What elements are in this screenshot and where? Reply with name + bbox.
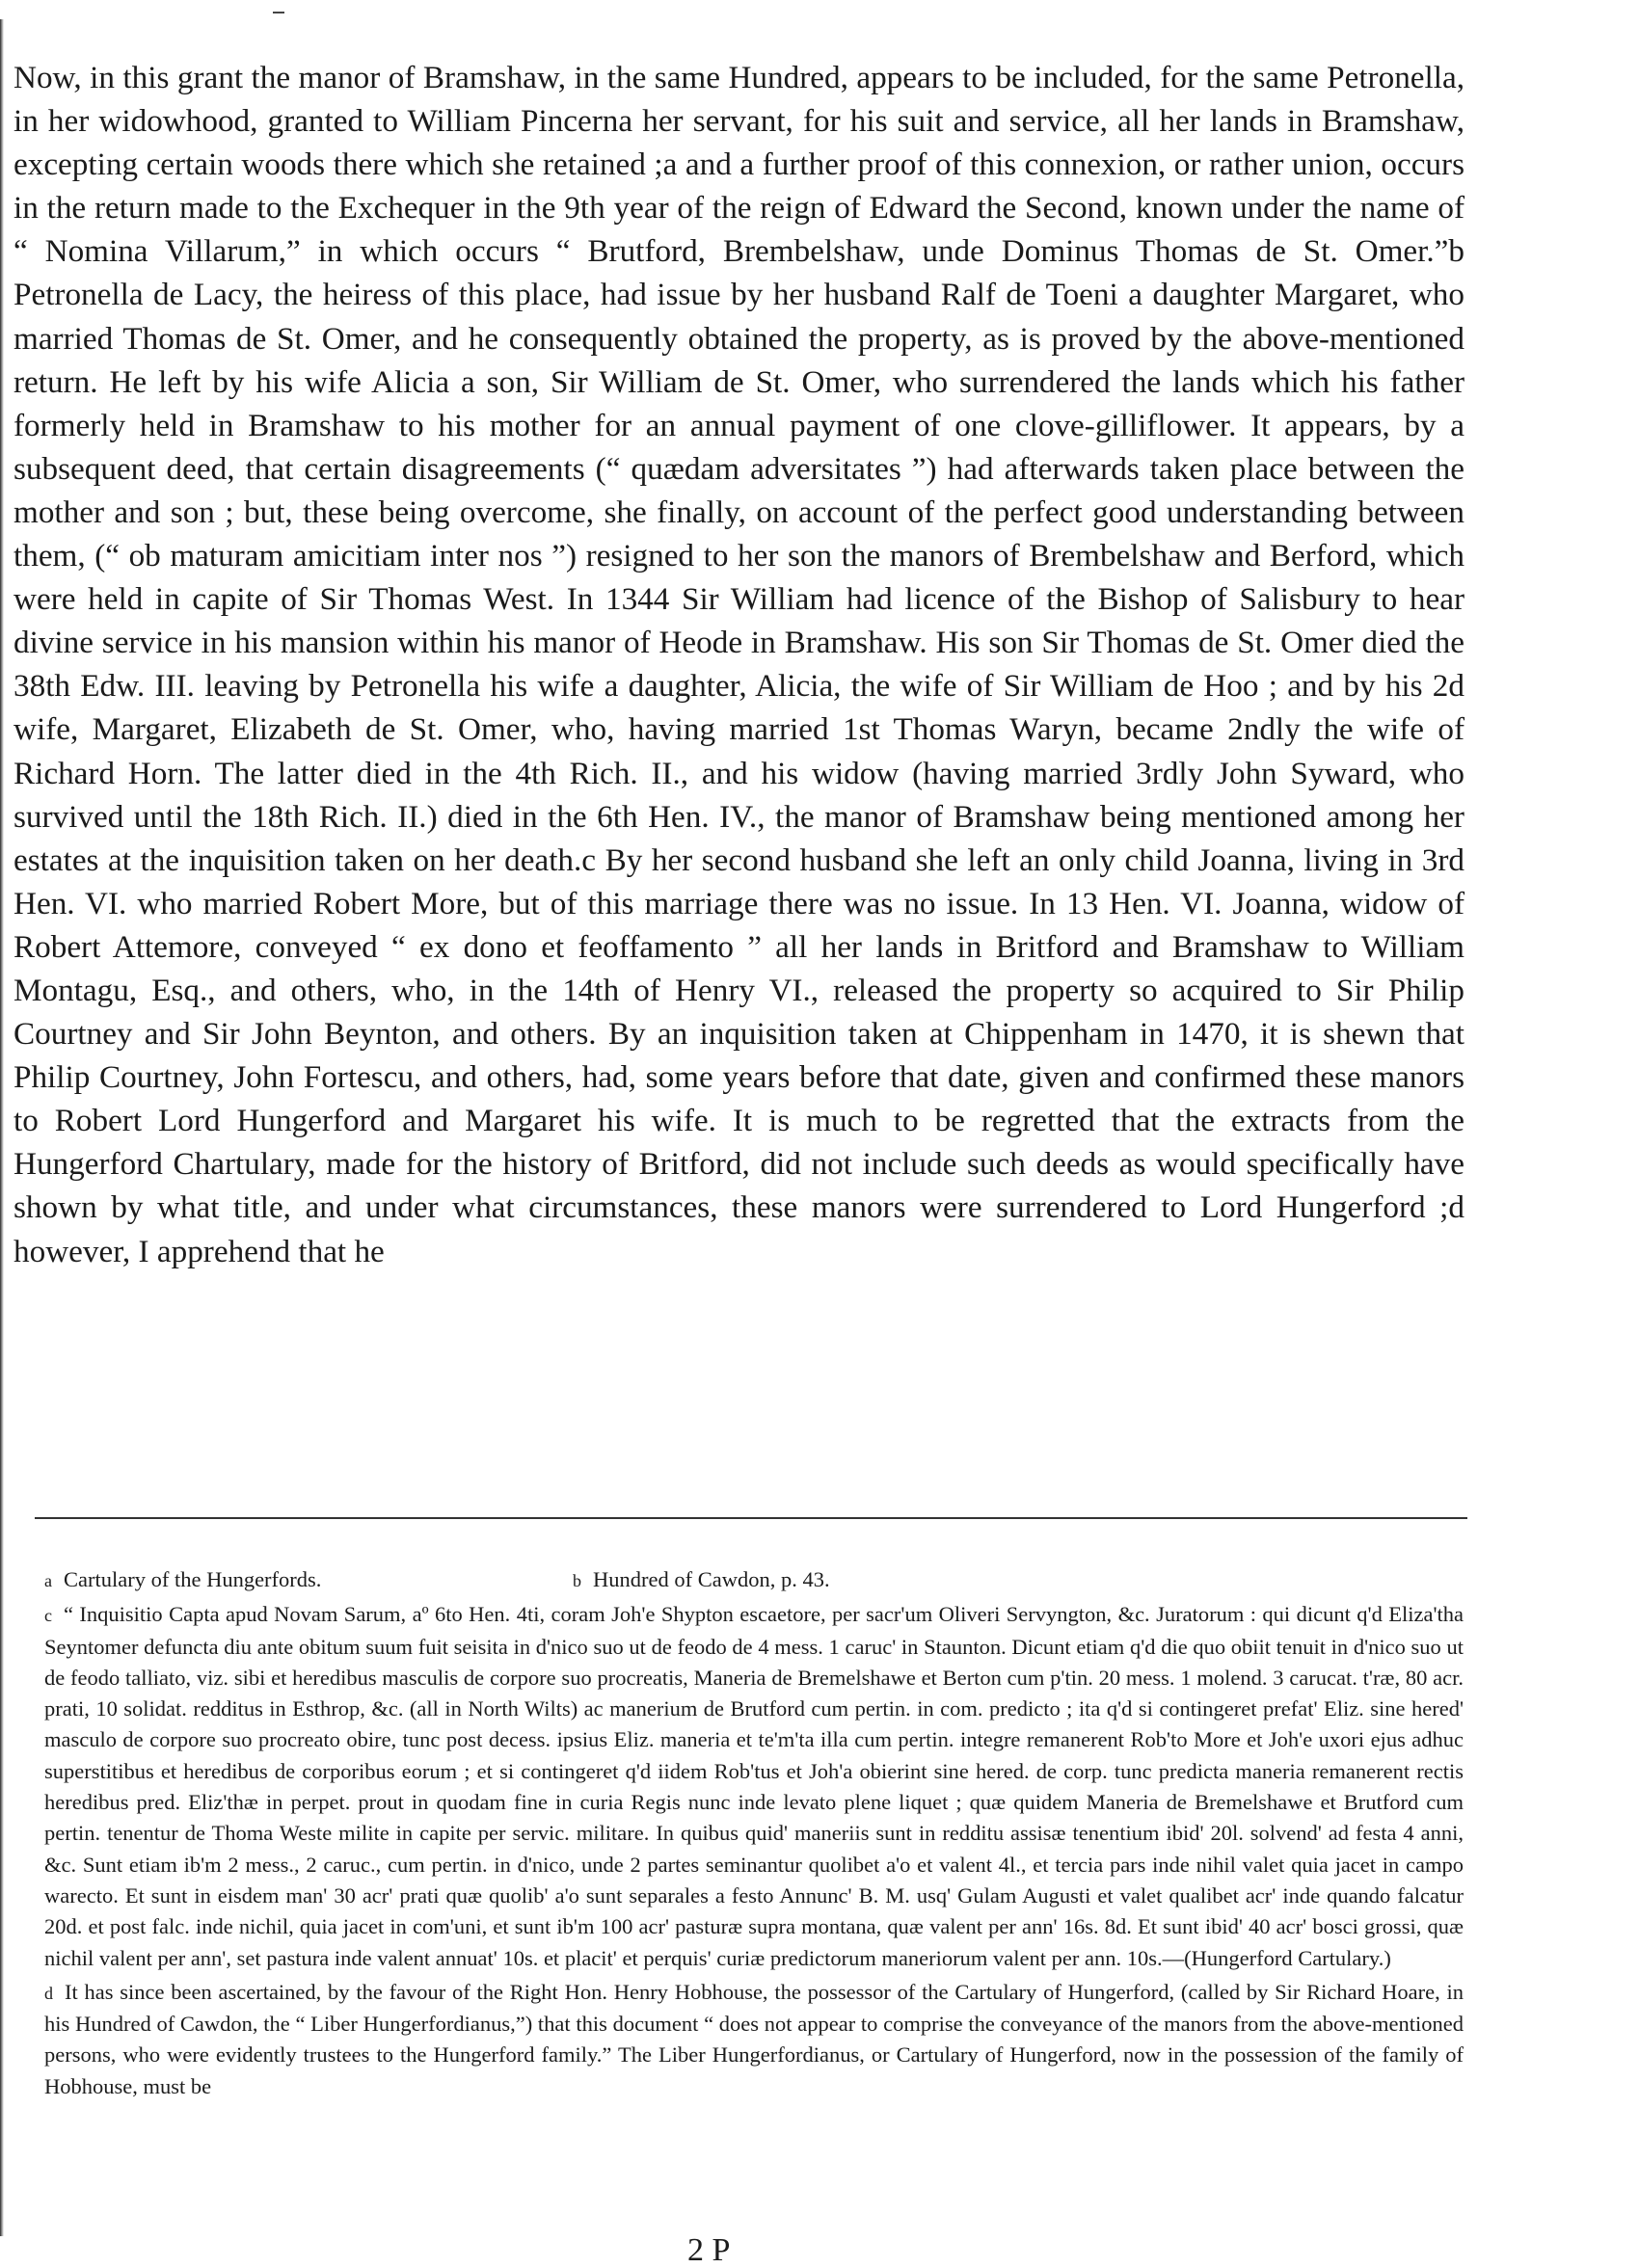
binding-edge-shadow [0, 19, 4, 2236]
footnote-c-mark: c [44, 1606, 52, 1626]
page-edge-mark [273, 0, 284, 13]
footnote-rule [35, 1517, 1467, 1519]
signature-mark: 2 P [687, 2232, 731, 2268]
footnotes-block [17, 1564, 1464, 2105]
footnote-d-mark: d [44, 1983, 53, 2003]
footnote-c [17, 1599, 1464, 1974]
footnote-a [44, 1564, 573, 1596]
footnote-a-text: Cartulary of the Hungerfords. [64, 1567, 322, 1591]
footnote-d-text: It has since been ascertained, by the favour of the Right Hon. Henry Hobhouse, the possessor of the Cartulary of Hungerford, (called by Sir Richard Hoare, in his Hundred of Cawdon, the “ Liber Hungerfordianus,”) that this document “ does not appear to comprise the conveyance of the manors from the above-mentioned persons, who were evidently trustees to the Hungerford family.” The Liber Hungerfordianus, or Cartulary of Hungerford, now in the possession of the family of Hobhouse, must be [44, 1979, 1464, 2098]
footnote-b-text: Hundred of Cawdon, p. 43. [593, 1567, 830, 1591]
footnote-row-a-b [17, 1564, 1464, 1596]
body-paragraph: Now, in this grant the manor of Bramshaw, in the same Hundred, appears to be included, for the same Petronella, in her widowhood, granted to William Pincerna her servant, for his suit and service, all her lands in Bramshaw, excepting certain woods there which she retained ;a and a further proof of this connexion, or rather union, occurs in the return made to the Exchequer in the 9th year of the reign of Edward the Second, known under the name of “ Nomina Villarum,” in which occurs “ Brutford, Brembelshaw, unde Dominus Thomas de St. Omer.”b Petronella de Lacy, the heiress of this place, had issue by her husband Ralf de Toeni a daughter Margaret, who married Thomas de St. Omer, and he consequently obtained the property, as is proved by the above-mentioned return. He left by his wife Alicia a son, Sir William de St. Omer, who surrendered the lands which his father formerly held in Bramshaw to his mother for an annual payment of one clove-gilliflower. It appears, by a subsequent deed, that certain disagreements (“ quædam adversitates ”) had afterwards taken place between the mother and son ; but, these being overcome, she finally, on account of the perfect good understanding between them, (“ ob maturam amicitiam inter nos ”) resigned to her son the manors of Brembelshaw and Berford, which were held in capite of Sir Thomas West. In 1344 Sir William had licence of the Bishop of Salisbury to hear divine service in his mansion within his manor of Heode in Bramshaw. His son Sir Thomas de St. Omer died the 38th Edw. III. leaving by Petronella his wife a daughter, Alicia, the wife of Sir William de Hoo ; and by his 2d wife, Margaret, Elizabeth de St. Omer, who, having married 1st Thomas Waryn, became 2ndly the wife of Richard Horn. The latter died in the 4th Rich. II., and his widow (having married 3rdly John Syward, who survived until the 18th Rich. II.) died in the 6th Hen. IV., the manor of Bramshaw being mentioned among her estates at the inquisition taken on her death.c By her second husband she left an only child Joanna, living in 3rd Hen. VI. who married Robert More, but of this marriage there was no issue. In 13 Hen. VI. Joanna, widow of Robert Attemore, conveyed “ ex dono et feoffamento ” all her lands in Britford and Bramshaw to William Montagu, Esq., and others, who, in the 14th of Henry VI., released the property so acquired to Sir Philip Courtney and Sir John Beynton, and others. By an inquisition taken at Chippenham in 1470, it is shewn that Philip Courtney, John Fortescu, and others, had, some years before that date, given and confirmed these manors to Robert Lord Hungerford and Margaret his wife. It is much to be regretted that the extracts from the Hungerford Chartulary, made for the history of Britford, did not include such deeds as would specifically have shown by what title, and under what circumstances, these manors were surrendered to Lord Hungerford ;d however, I apprehend that he [13, 60, 1464, 1269]
main-text-block [13, 56, 1464, 1273]
footnote-c-text: “ Inquisitio Capta apud Novam Sarum, aº 6to Hen. 4ti, coram Joh'e Shypton escaetore, per sacr'um Oliveri Servyngton, &c. Juratorum : qui dicunt q'd Eliza'tha Seyntomer defuncta diu ante obitum suum fuit seisita in d'nico suo ut de feodo de 4 mess. 1 caruc' in Staunton. Dicunt etiam q'd die quo obiit tenuit in d'nico suo ut de feodo talliato, viz. sibi et heredibus masculis de corpore suo procreatis, Maneria de Bremelshawe et Berton cum p'tin. 20 mess. 1 molend. 3 carucat. t'ræ, 80 acr. prati, 10 solidat. redditus in Esthrop, &c. (all in North Wilts) ac manerium de Brutford cum pertin. in com. predicto ; ita q'd si contingeret prefat' Eliz. sine hered' masculo de corpore suo procreato obire, tunc post decess. ipsius Eliz. maneria et te'm'ta illa cum pertin. integre remanerent Rob'to More et Joh'e uxori ejus adhuc superstitibus et heredibus de corporibus eorum ; et si contingeret q'd iidem Rob'tus et Joh'a obierint sine hered. de corp. tunc predicta maneria remanerent rectis heredibus pred. Eliz'thæ in perpet. prout in quodam fine in curia Regis nunc inde levato plene liquet ; quæ quidem Maneria de Bremelshawe et Brutford cum pertin. tenentur de Thoma Weste milite in capite per servic. militare. In quibus quid' maneriis sunt in redditu assisæ tenentium ibid' 20l. solvend' ad festa 4 anni, &c. Sunt etiam ib'm 2 mess., 2 caruc., cum pertin. in d'nico, unde 2 partes seminantur quolibet a'o et valent 4l., et tercia pars inde nihil valet quia jacet in campo warecto. Et sunt in eisdem man' 30 acr' prati quæ quolib' a'o sunt separales a festo Annunc' B. M. usq' Gulam Augusti et valet qualibet acr' inde quando falcatur 20d. et post falc. inde nichil, quia jacet in com'uni, et sunt ib'm 100 acr' pasturæ supra montana, quæ valent per ann' 16s. 8d. Et sunt ibid' 40 acr' bosci grossi, quæ nichil valent per ann', set pastura inde valent annuat' 10s. et placit' et perquis' curiæ predictorum maneriorum valent per ann. 10s.—(Hungerford Cartulary.) [44, 1602, 1464, 1970]
footnote-a-mark: a [44, 1571, 52, 1590]
footnote-d [17, 1977, 1464, 2102]
footnote-b-mark: b [573, 1571, 581, 1590]
footnote-b [573, 1564, 830, 1596]
